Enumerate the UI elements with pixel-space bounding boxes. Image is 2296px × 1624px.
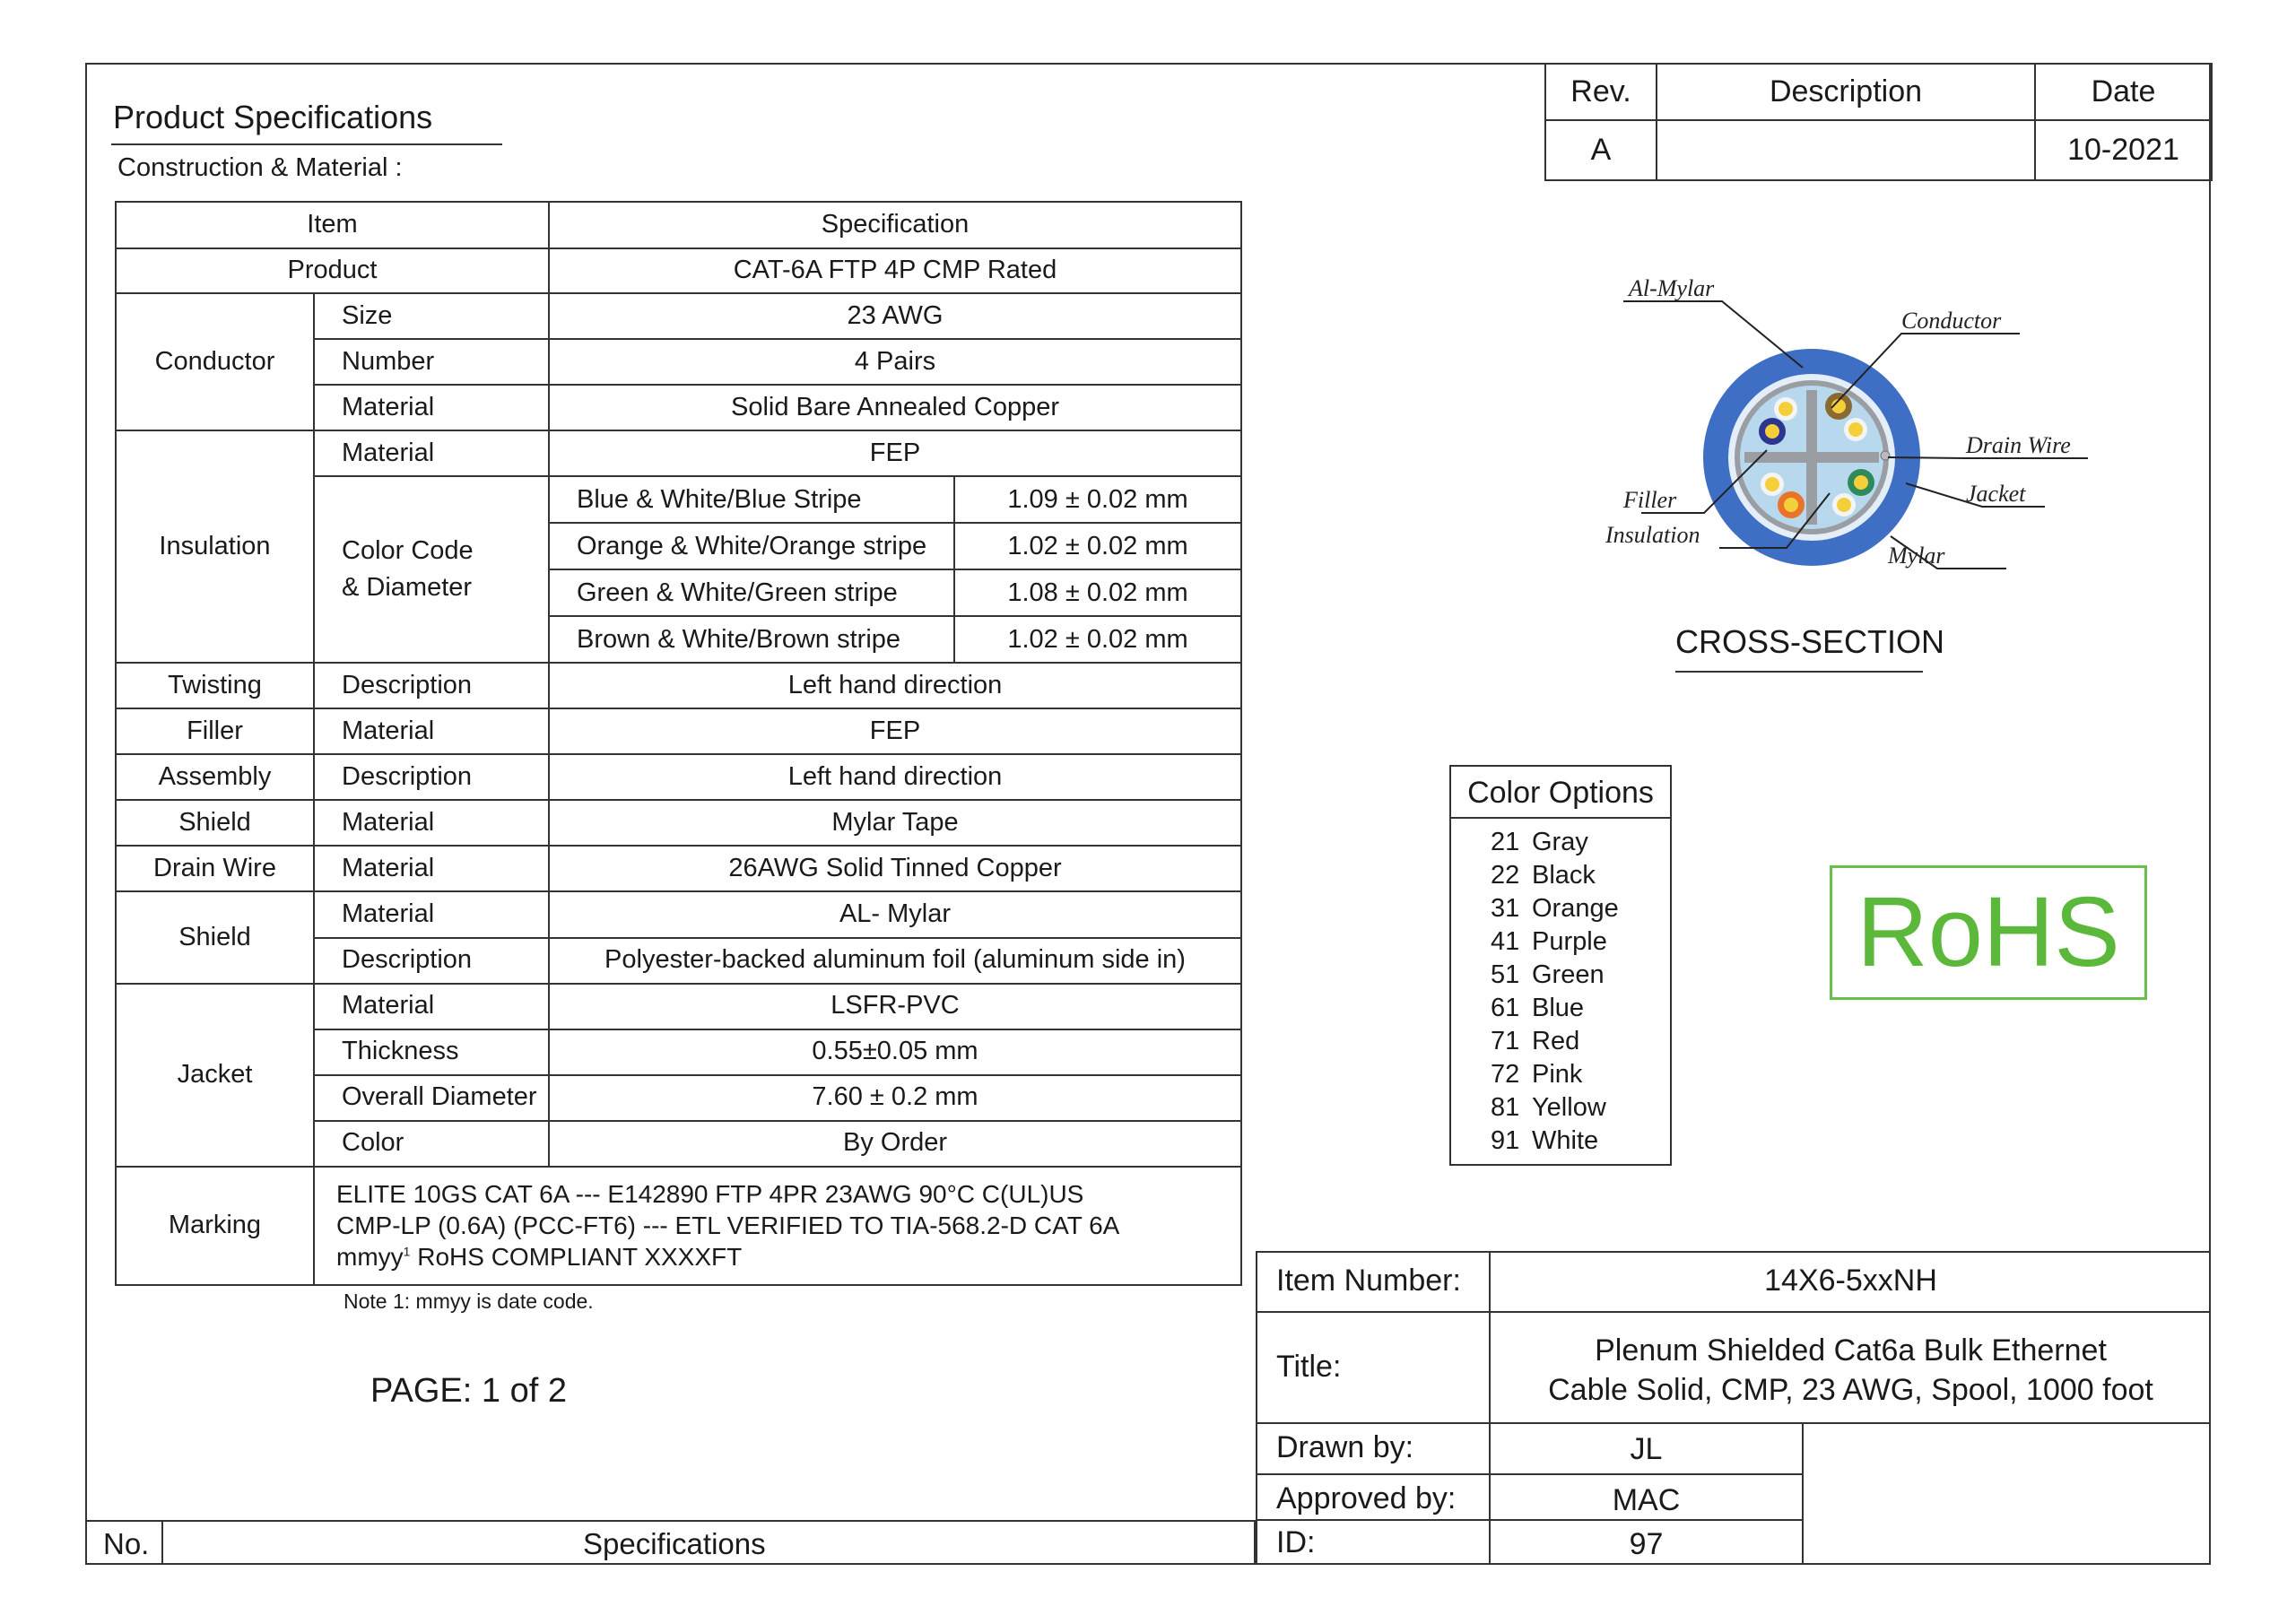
item-number-value: 14X6-5xxNH: [1764, 1264, 1937, 1298]
page-number: PAGE: 1 of 2: [370, 1372, 567, 1410]
sub-label: Material: [314, 385, 549, 430]
footnote: Note 1: mmyy is date code.: [344, 1290, 594, 1313]
color-code-label: [314, 476, 549, 663]
label-mylar: Mylar: [1888, 543, 1945, 569]
approved-by-label: Approved by:: [1276, 1481, 1457, 1515]
spec-value: FEP: [549, 430, 1241, 476]
table-row: [116, 1167, 1241, 1285]
color-options-title: Color Options: [1451, 767, 1670, 819]
rev-value: A: [1545, 120, 1657, 180]
divider: [1256, 1519, 1804, 1521]
item-assembly: Assembly: [116, 754, 314, 800]
color-code-name: Blue & White/Blue Stripe: [549, 476, 954, 523]
table-row: [116, 663, 1241, 708]
item-drain-wire: Drain Wire: [116, 846, 314, 891]
cross-section-title: CROSS-SECTION: [1675, 623, 1945, 660]
item-filler: Filler: [116, 708, 314, 754]
color-code: 22: [1491, 861, 1520, 890]
sub-label: Description: [314, 663, 549, 708]
item-marking: Marking: [116, 1167, 314, 1285]
drawn-by-value: JL: [1630, 1432, 1663, 1466]
table-header-row: [116, 202, 1241, 248]
table-row: [116, 430, 1241, 476]
conductor-core: [1779, 402, 1793, 416]
rohs-text: RoHS: [1857, 877, 2120, 987]
label-insulation: Insulation: [1605, 522, 1700, 548]
spec-value: Mylar Tape: [549, 800, 1241, 846]
cross-section-diagram: [1596, 278, 2099, 619]
sub-label: Color: [314, 1121, 549, 1167]
sub-label: Material: [314, 846, 549, 891]
col-header-specification: Specification: [549, 202, 1241, 248]
spec-value: Left hand direction: [549, 754, 1241, 800]
color-code-name: Brown & White/Brown stripe: [549, 616, 954, 663]
drain-wire: [1881, 451, 1890, 460]
label-drain-wire: Drain Wire: [1966, 432, 2071, 458]
color-code: 91: [1491, 1126, 1520, 1155]
color-name: White: [1532, 1126, 1599, 1155]
list-item: [1491, 925, 1619, 959]
color-code-diameter: 1.09 ± 0.02 mm: [954, 476, 1241, 523]
color-code: 72: [1491, 1060, 1520, 1089]
description-value: [1657, 120, 2035, 180]
date-header: Date: [2035, 64, 2212, 120]
table-row: [116, 800, 1241, 846]
color-code: 81: [1491, 1093, 1520, 1122]
divider: [161, 1522, 163, 1565]
sub-label: Size: [314, 293, 549, 339]
list-item: [1491, 892, 1619, 925]
item-shield: Shield: [116, 800, 314, 846]
rohs-logo: [1830, 865, 2147, 1000]
marking-text: [314, 1167, 1241, 1285]
no-specifications-bar: [85, 1520, 1256, 1565]
id-label: ID:: [1276, 1525, 1316, 1559]
color-name: Blue: [1532, 994, 1585, 1022]
item-shield-2: Shield: [116, 891, 314, 983]
table-row: [116, 846, 1241, 891]
conductor-core: [1854, 475, 1868, 490]
spec-value: 0.55±0.05 mm: [549, 1029, 1241, 1075]
drawn-by-label: Drawn by:: [1276, 1430, 1414, 1464]
spec-value: By Order: [549, 1121, 1241, 1167]
description-header: Description: [1657, 64, 2035, 120]
divider: [1256, 1473, 1804, 1475]
conductor-core: [1765, 477, 1779, 491]
conductor-core: [1765, 424, 1779, 439]
label-al-mylar: Al-Mylar: [1629, 278, 1715, 301]
color-code: 41: [1491, 927, 1520, 956]
conductor-core: [1848, 422, 1863, 437]
color-code-diameter: 1.02 ± 0.02 mm: [954, 523, 1241, 569]
color-code: 31: [1491, 894, 1520, 923]
spec-value: AL- Mylar: [549, 891, 1241, 937]
marking-line-3-post: RoHS COMPLIANT XXXXFT: [410, 1243, 743, 1272]
color-name: Gray: [1532, 828, 1588, 856]
color-code: 61: [1491, 994, 1520, 1022]
sub-label: Description: [314, 938, 549, 984]
color-code-name: Green & White/Green stripe: [549, 569, 954, 616]
color-name: Orange: [1532, 894, 1619, 923]
marking-line-1: ELITE 10GS CAT 6A --- E142890 FTP 4PR 23AWG 90°C C(UL)US: [336, 1180, 1084, 1209]
sub-label: Thickness: [314, 1029, 549, 1075]
marking-footnote-mark: 1: [403, 1245, 411, 1259]
color-name: Purple: [1532, 927, 1607, 956]
label-jacket: Jacket: [1966, 481, 2026, 507]
date-value: 10-2021: [2035, 120, 2212, 180]
item-jacket: Jacket: [116, 984, 314, 1167]
table-row: [116, 754, 1241, 800]
color-options-box: [1449, 765, 1672, 1166]
title-line-1: Plenum Shielded Cat6a Bulk Ethernet: [1595, 1333, 2107, 1368]
sub-label: Description: [314, 754, 549, 800]
spec-value: Solid Bare Annealed Copper: [549, 385, 1241, 430]
approved-by-value: MAC: [1612, 1483, 1681, 1517]
spec-table: [115, 201, 1242, 1286]
title-block: [1256, 1251, 2211, 1565]
table-row: [116, 984, 1241, 1029]
no-label: No.: [103, 1527, 150, 1560]
sub-label: Material: [314, 800, 549, 846]
cross-section-underline: [1675, 671, 1923, 673]
cable-cross-section: [1703, 349, 1920, 566]
list-item: [1491, 959, 1619, 992]
spec-value: LSFR-PVC: [549, 984, 1241, 1029]
color-name: Red: [1532, 1027, 1580, 1055]
divider: [1256, 1251, 2211, 1253]
sub-label: Number: [314, 339, 549, 385]
title-label: Title:: [1276, 1350, 1342, 1384]
id-value: 97: [1629, 1527, 1664, 1561]
sub-label: Material: [314, 430, 549, 476]
spec-value: 26AWG Solid Tinned Copper: [549, 846, 1241, 891]
label-filler: Filler: [1623, 487, 1677, 513]
revision-header-row: [1545, 64, 2212, 120]
spec-value: 7.60 ± 0.2 mm: [549, 1075, 1241, 1121]
color-code: 21: [1491, 828, 1520, 856]
color-code-line2: & Diameter: [342, 573, 473, 603]
list-item: [1491, 1125, 1619, 1158]
color-code-name: Orange & White/Orange stripe: [549, 523, 954, 569]
marking-line-3: [336, 1241, 1237, 1272]
construction-label: Construction & Material :: [117, 153, 403, 182]
list-item: [1491, 826, 1619, 859]
color-name: Pink: [1532, 1060, 1583, 1089]
list-item: [1491, 1091, 1619, 1125]
table-row: [116, 891, 1241, 937]
rev-header: Rev.: [1545, 64, 1657, 120]
table-row: [116, 708, 1241, 754]
product-value: CAT-6A FTP 4P CMP Rated: [549, 248, 1241, 293]
color-code-diameter: 1.08 ± 0.02 mm: [954, 569, 1241, 616]
list-item: [1491, 992, 1619, 1025]
label-conductor: Conductor: [1901, 308, 2002, 334]
color-code: 71: [1491, 1027, 1520, 1055]
marking-line-3-pre: mmyy: [336, 1243, 404, 1272]
list-item: [1491, 859, 1619, 892]
color-code-line1: Color Code: [342, 535, 474, 565]
divider: [1256, 1422, 2211, 1424]
color-name: Yellow: [1532, 1093, 1606, 1122]
spec-value: Left hand direction: [549, 663, 1241, 708]
spec-value: 4 Pairs: [549, 339, 1241, 385]
item-insulation: Insulation: [116, 430, 314, 663]
color-code: 51: [1491, 960, 1520, 989]
conductor-core: [1784, 498, 1798, 512]
list-item: [1491, 1025, 1619, 1058]
sub-label: Material: [314, 891, 549, 937]
item-twisting: Twisting: [116, 663, 314, 708]
title-underline: [111, 143, 502, 145]
spec-value: FEP: [549, 708, 1241, 754]
specifications-label: Specifications: [583, 1527, 766, 1560]
marking-line-2: CMP-LP (0.6A) (PCC-FT6) --- ETL VERIFIED TO TIA-568.2-D CAT 6A: [336, 1211, 1120, 1240]
col-header-item: Item: [116, 202, 549, 248]
spec-value: Polyester-backed aluminum foil (aluminum side in): [549, 938, 1241, 984]
page-title: Product Specifications: [113, 99, 433, 135]
color-name: Black: [1532, 861, 1596, 890]
conductor-core: [1837, 498, 1851, 512]
divider: [1256, 1251, 1257, 1565]
spec-value: 23 AWG: [549, 293, 1241, 339]
table-row: [116, 293, 1241, 339]
sub-label: Material: [314, 984, 549, 1029]
revision-table: [1544, 63, 2213, 181]
item-number-label: Item Number:: [1276, 1264, 1461, 1298]
revision-row: [1545, 120, 2212, 180]
divider: [1256, 1311, 2211, 1313]
divider: [1802, 1422, 1804, 1565]
color-code-diameter: 1.02 ± 0.02 mm: [954, 616, 1241, 663]
item-product: Product: [116, 248, 549, 293]
sub-label: Overall Diameter: [314, 1075, 549, 1121]
sub-label: Material: [314, 708, 549, 754]
color-name: Green: [1532, 960, 1605, 989]
table-row: [116, 248, 1241, 293]
color-options-list: [1491, 826, 1619, 1158]
list-item: [1491, 1058, 1619, 1091]
item-conductor: Conductor: [116, 293, 314, 430]
title-line-2: Cable Solid, CMP, 23 AWG, Spool, 1000 foot: [1548, 1373, 2153, 1407]
